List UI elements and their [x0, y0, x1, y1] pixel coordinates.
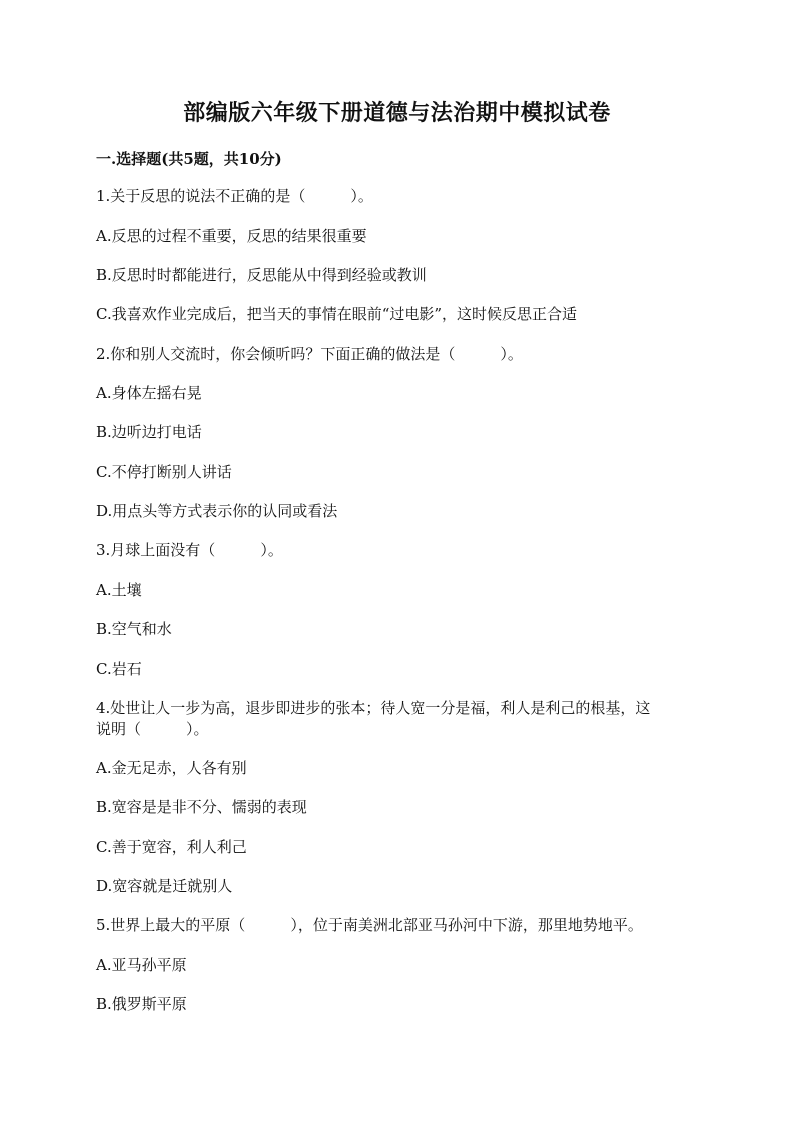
- question-2-option-a: A.身体左摇右晃: [96, 384, 202, 402]
- question-4-stem-line1: 4.处世让人一步为高，退步即进步的张本；待人宽一分是福，利人是利己的根基，这: [96, 699, 651, 717]
- question-4-option-d: D.宽容就是迁就别人: [96, 877, 233, 895]
- question-3-option-b: B.空气和水: [96, 620, 172, 638]
- question-1-option-a: A.反思的过程不重要，反思的结果很重要: [96, 227, 367, 245]
- question-4-stem-line2: 说明（ ）。: [96, 720, 209, 738]
- section-heading: 一.选择题(共5题，共10分): [96, 150, 282, 168]
- question-4-option-a: A.金无足赤，人各有别: [96, 759, 247, 777]
- question-4-option-b: B.宽容是是非不分、懦弱的表现: [96, 798, 307, 816]
- page-title: 部编版六年级下册道德与法治期中模拟试卷: [183, 100, 611, 126]
- question-1-stem: 1.关于反思的说法不正确的是（ ）。: [96, 187, 373, 205]
- question-2-option-b: B.边听边打电话: [96, 423, 202, 441]
- question-2-option-d: D.用点头等方式表示你的认同或看法: [96, 502, 338, 520]
- question-5-stem: 5.世界上最大的平原（ ），位于南美洲北部亚马孙河中下游，那里地势地平。: [96, 916, 643, 934]
- question-5-option-a: A.亚马孙平原: [96, 956, 187, 974]
- question-2-option-c: C.不停打断别人讲话: [96, 463, 232, 481]
- question-2-stem: 2.你和别人交流时，你会倾听吗？下面正确的做法是（ ）。: [96, 345, 523, 363]
- question-3-stem: 3.月球上面没有（ ）。: [96, 541, 283, 559]
- question-3-option-c: C.岩石: [96, 660, 142, 678]
- question-5-option-b: B.俄罗斯平原: [96, 995, 187, 1013]
- question-1-option-c: C.我喜欢作业完成后，把当天的事情在眼前“过电影”，这时候反思正合适: [96, 305, 578, 323]
- question-4-option-c: C.善于宽容，利人利己: [96, 838, 247, 856]
- question-1-option-b: B.反思时时都能进行，反思能从中得到经验或教训: [96, 266, 427, 284]
- question-3-option-a: A.土壤: [96, 581, 142, 599]
